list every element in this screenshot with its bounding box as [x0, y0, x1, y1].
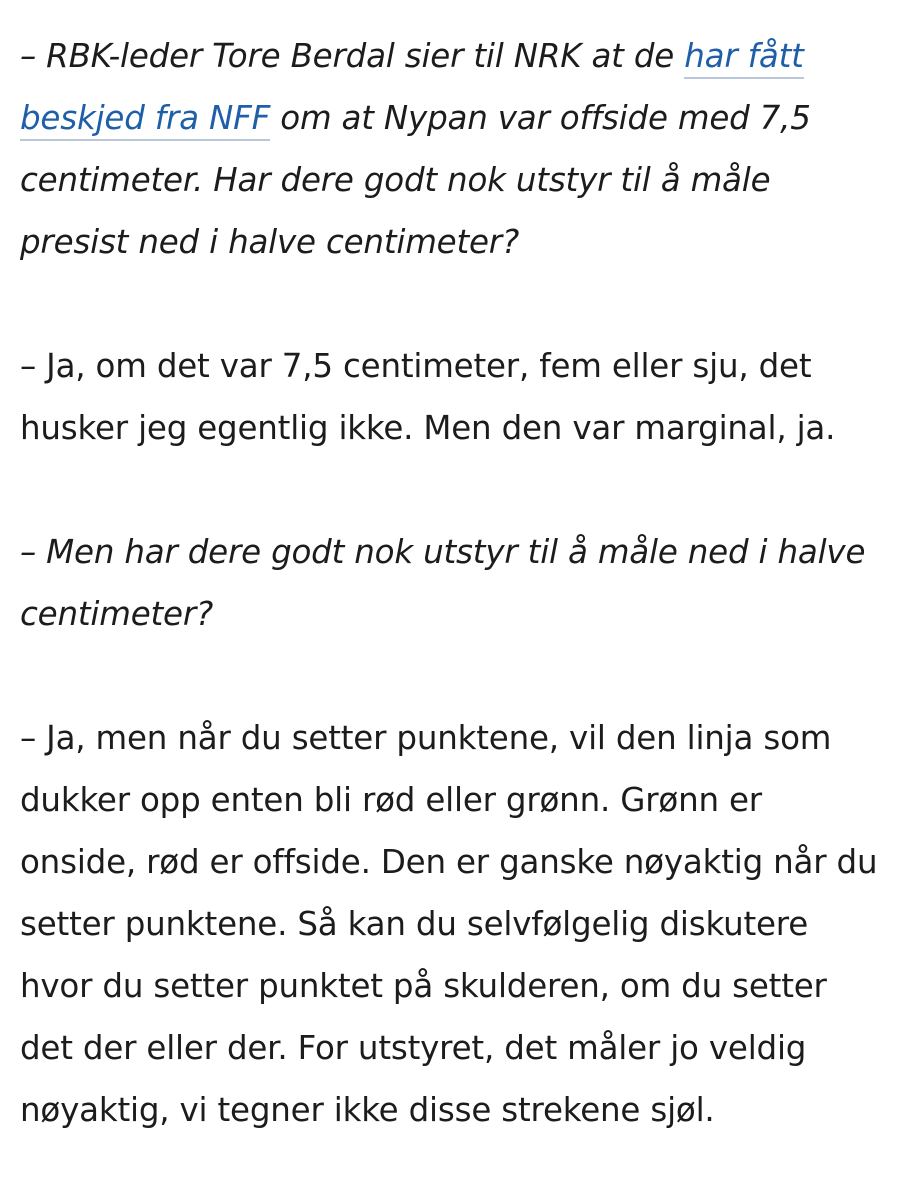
answer-paragraph-2: – Ja, men når du setter punktene, vil den linja som dukker opp enten bli rød eller grønn. Grønn er onside, rød er offside. Den er ganske nøyaktig når du setter punktene. Så kan du selvfølgelig diskutere hvor du setter punktet på skulderen, om du setter det der eller der. For utstyret, det måler jo veldig nøyaktig, vi tegner ikke disse strekene sjøl.: [20, 719, 878, 1129]
question-paragraph-2: – Men har dere godt nok utstyr til å måle ned i halve centimeter?: [20, 533, 866, 633]
question-1-text-before: – RBK-leder Tore Berdal sier til NRK at de: [20, 37, 685, 75]
nff-message-link[interactable]: har fått beskjed fra NFF: [20, 37, 804, 141]
question-1-text-after: om at Nypan var offside med 7,5 centimeter. Har dere godt nok utstyr til å måle presist ned i halve centimeter?: [20, 99, 811, 261]
question-paragraph-1: [20, 25, 880, 273]
answer-paragraph-1: – Ja, om det var 7,5 centimeter, fem eller sju, det husker jeg egentlig ikke. Men den var marginal, ja.: [20, 347, 836, 447]
article-body: [20, 25, 880, 1203]
